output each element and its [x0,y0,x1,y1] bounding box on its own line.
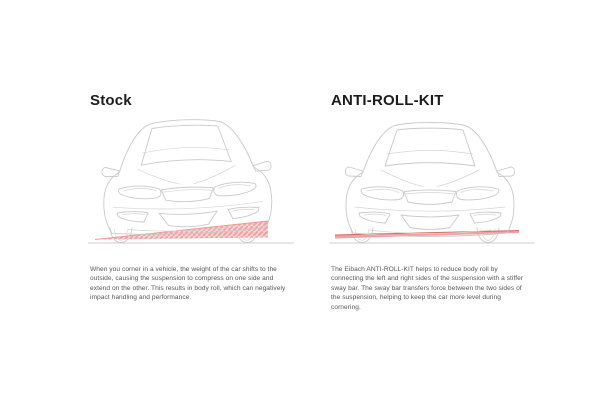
panel-description: The Eibach ANTI-ROLL-KIT helps to reduce body roll by connecting the left and right sides of the suspension with a stiffer sway bar. The sway bar transfers force between the two sides of the suspension, helping to keep the car more level during cornering. [331,265,524,311]
panel-title: ANTI-ROLL-KIT [331,92,444,109]
panel-stock [88,93,296,303]
panel-title: Stock [90,92,132,109]
panel-description: When you corner in a vehicle, the weight of the car shifts to the outside, causing the suspension to compress on one side and extend on the other. This results in body roll, which can negatively impact handling and performance. [90,265,286,302]
car-body-tilted [100,116,274,236]
car-illustration-stock [88,116,296,250]
panel-anti-roll-kit [329,93,537,313]
car-body-level [345,122,514,236]
car-illustration-anti-roll-kit [329,116,537,250]
